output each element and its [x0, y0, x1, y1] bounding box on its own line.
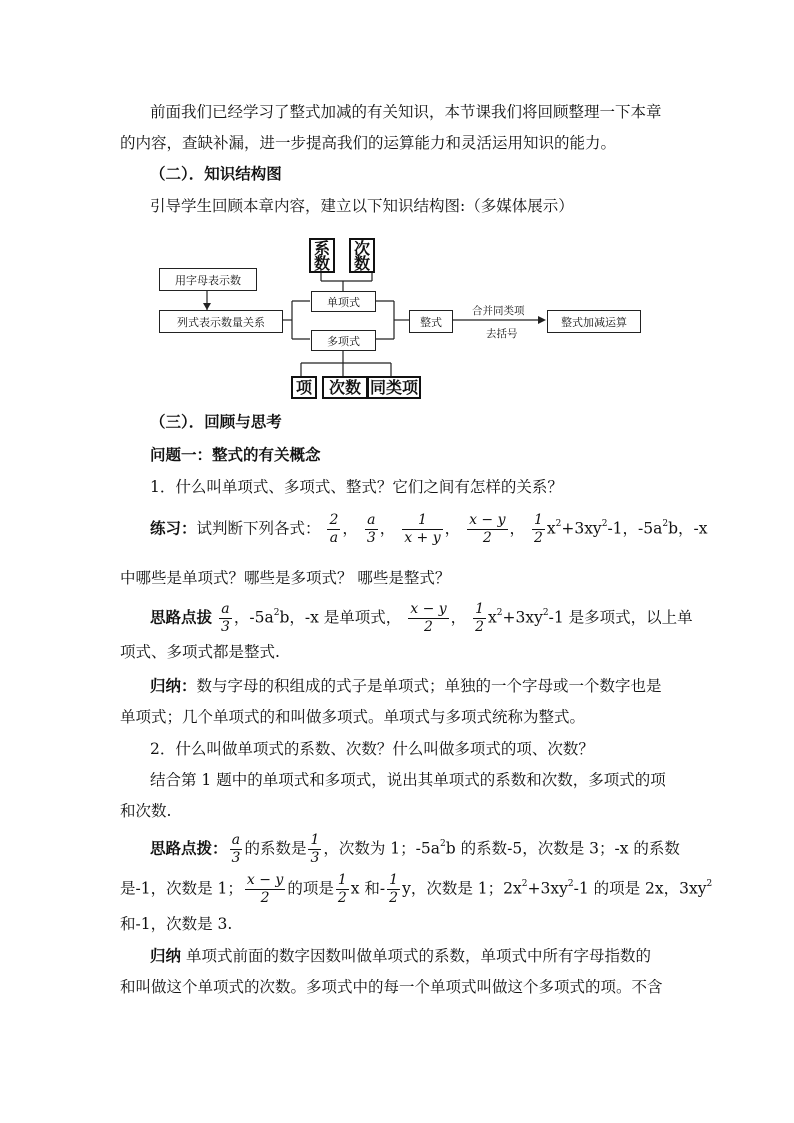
superscript: 2	[542, 608, 549, 619]
hint2-line-3: 和-1，次数是 3.	[120, 915, 233, 933]
superscript: 2	[601, 519, 608, 530]
section2-text: 引导学生回顾本章内容，建立以下知识结构图:（多媒体展示）	[150, 197, 574, 215]
exercise-line-2: 中哪些是单项式？哪些是多项式？ 哪些是整式？	[120, 569, 451, 587]
denominator: 2	[389, 890, 399, 906]
label-qukuohao: 去括号	[486, 328, 518, 340]
expr-part: +3xy	[561, 519, 602, 538]
summary2-line-2: 和叫做这个单项式的次数。多项式中的每一个单项式叫做这个多项式的项。不含	[120, 978, 663, 996]
intro-line-2: 的内容，查缺补漏，进一步提高我们的运算能力和灵活运用知识的能力。	[120, 134, 617, 152]
numerator: a	[365, 512, 378, 530]
numerator: 1	[389, 872, 399, 888]
numerator: x − y	[246, 872, 284, 888]
exercise-label: 练习：	[150, 518, 197, 538]
hint-line: 思路点拔 $\frac{a}{3}$ ，$-5a^2b$，-x 是单项式， $\frac{x - y}{2}$ ， $\frac{1}{2}$ $x^2+3xy^2-1$ 是多项式，以上单	[150, 601, 693, 635]
box-jiajian: 整式加减运算	[547, 310, 641, 333]
superscript: 2	[555, 519, 562, 530]
fraction	[408, 601, 448, 636]
superscript: 2	[567, 879, 574, 890]
denominator: 3	[220, 619, 230, 635]
question-1: 1．什么叫单项式、多项式、整式？它们之间有怎样的关系？	[150, 478, 563, 496]
summary-label: 归纳：	[150, 676, 197, 695]
numerator: a	[219, 601, 232, 619]
box-lieshi: 列式表示数量关系	[159, 310, 283, 333]
expr-part: x	[488, 608, 497, 627]
expr-part: 是-1，次数是 1；	[120, 879, 243, 898]
superscript: 2	[273, 608, 280, 619]
fraction	[327, 512, 340, 547]
expr-part: -1，-5a	[607, 519, 663, 538]
numerator: 2	[329, 512, 339, 528]
arrow-head-down	[203, 303, 211, 310]
label-hebing: 合并同类项	[472, 305, 525, 317]
box-yongzimu: 用字母表示数	[159, 268, 257, 291]
expr-part: +3xy	[502, 608, 543, 627]
question-2: 2．什么叫做单项式的系数、次数？什么叫做多项式的项、次数？	[150, 740, 594, 758]
section3-heading: （三）．回顾与思考	[150, 412, 282, 431]
summary2-label: 归纳	[150, 946, 182, 965]
superscript: 2	[706, 879, 713, 890]
denominator: 2	[533, 530, 543, 546]
summary-line-2: 单项式；几个单项式的和叫做多项式。单项式与多项式统称为整式。	[120, 708, 586, 726]
denominator: 2	[475, 619, 485, 635]
box-zhengshi: 整式	[409, 310, 453, 333]
question-2-line-1: 结合第 1 题中的单项式和多项式，说出其单项式的系数和次数，多项式的项	[150, 771, 666, 789]
fraction	[532, 512, 545, 547]
box-xishu: 系数	[309, 238, 335, 273]
summary-line-1	[150, 674, 794, 698]
arrow-head-right	[538, 316, 546, 324]
expr-part: +3xy	[527, 879, 568, 898]
superscript: 2	[496, 608, 503, 619]
denominator: x + y	[404, 530, 441, 546]
expr-part: y，次数是 1；2x	[402, 879, 522, 898]
expr-part: b，-x	[668, 519, 708, 538]
box-cishu-bottom: 次数	[322, 376, 368, 399]
numerator: 1	[310, 832, 320, 848]
denominator: 3	[366, 530, 376, 546]
hint2-line-2	[120, 872, 794, 907]
hint-line-2: 项式、多项式都是整式.	[120, 643, 280, 661]
numerator: 1	[402, 512, 442, 530]
box-danxiangshi: 单项式	[311, 291, 376, 312]
summary-text: 数与字母的积组成的式子是单项式；单独的一个字母或一个数字也是	[196, 677, 662, 695]
fraction	[245, 872, 285, 907]
question-2-line-2: 和次数.	[120, 802, 172, 820]
box-cishu-top: 次数	[349, 238, 375, 273]
numerator: 1	[337, 872, 347, 888]
superscript: 2	[662, 519, 669, 530]
fraction	[467, 512, 507, 547]
box-tongleixiang: 同类项	[367, 376, 421, 399]
superscript: 2	[440, 839, 446, 850]
expr-part: -1 的项是 2x，3xy	[573, 879, 707, 898]
fraction	[402, 512, 442, 547]
numerator: x − y	[469, 512, 506, 528]
fraction	[336, 872, 349, 907]
expr-part: x 和-	[350, 879, 386, 898]
fraction	[308, 832, 321, 867]
numerator: x − y	[410, 601, 447, 617]
exercise-text: 试判断下列各式：	[196, 519, 321, 538]
denominator: 2	[260, 890, 270, 906]
box-xiang: 项	[291, 376, 317, 399]
exercise-line: 练习：试判断下列各式： $\frac{2}{a}$ ， $\frac{a}{3}$ ， $\frac{1}{x + y}$ ， $\frac{x - y}{2}$ ， $\frac{1}{2}$ $x^2+3xy^2-1$，$-5a^2b$，-x	[150, 512, 708, 546]
expr-part: -1 是多项式，以上单	[548, 608, 693, 627]
expr-part: ，-5a	[233, 608, 274, 627]
knowledge-structure-diagram	[156, 233, 656, 398]
expr-part: ，次数为 1；-5a	[323, 839, 441, 858]
denominator: a	[329, 530, 339, 546]
expr-part: b 的系数-5，次数是 3；-x 的系数	[445, 839, 680, 858]
denominator: 2	[482, 530, 492, 546]
fraction	[387, 872, 400, 907]
problem1-title: 问题一：整式的有关概念	[150, 445, 321, 464]
expr-part: 的项是	[287, 879, 334, 898]
section2-heading: （二）．知识结构图	[150, 164, 282, 183]
denominator: 2	[423, 619, 433, 635]
fraction	[473, 601, 486, 636]
fraction	[230, 832, 243, 867]
hint2-label: 思路点拨：	[150, 838, 228, 858]
summary2-text: 单项式前面的数字因数叫做单项式的系数，单项式中所有字母指数的	[181, 947, 651, 965]
intro-line-1: 前面我们已经学习了整式加减的有关知识，本节课我们将回顾整理一下本章	[150, 103, 662, 121]
fraction	[365, 512, 378, 547]
numerator: 1	[475, 601, 485, 617]
summary2-line-1	[150, 944, 794, 968]
fraction	[219, 601, 232, 636]
numerator: a	[230, 832, 243, 850]
box-duoxiangshi: 多项式	[311, 330, 376, 351]
hint2-line-1	[150, 832, 794, 867]
superscript: 2	[521, 879, 528, 890]
hint-label: 思路点拔	[150, 607, 213, 627]
expr-part: b，-x 是单项式，	[279, 608, 402, 627]
denominator: 3	[231, 850, 241, 866]
numerator: 1	[533, 512, 543, 528]
expr-part: x	[546, 519, 556, 538]
denominator: 3	[310, 850, 320, 866]
denominator: 2	[337, 890, 347, 906]
expr-part: 的系数是	[244, 839, 307, 858]
